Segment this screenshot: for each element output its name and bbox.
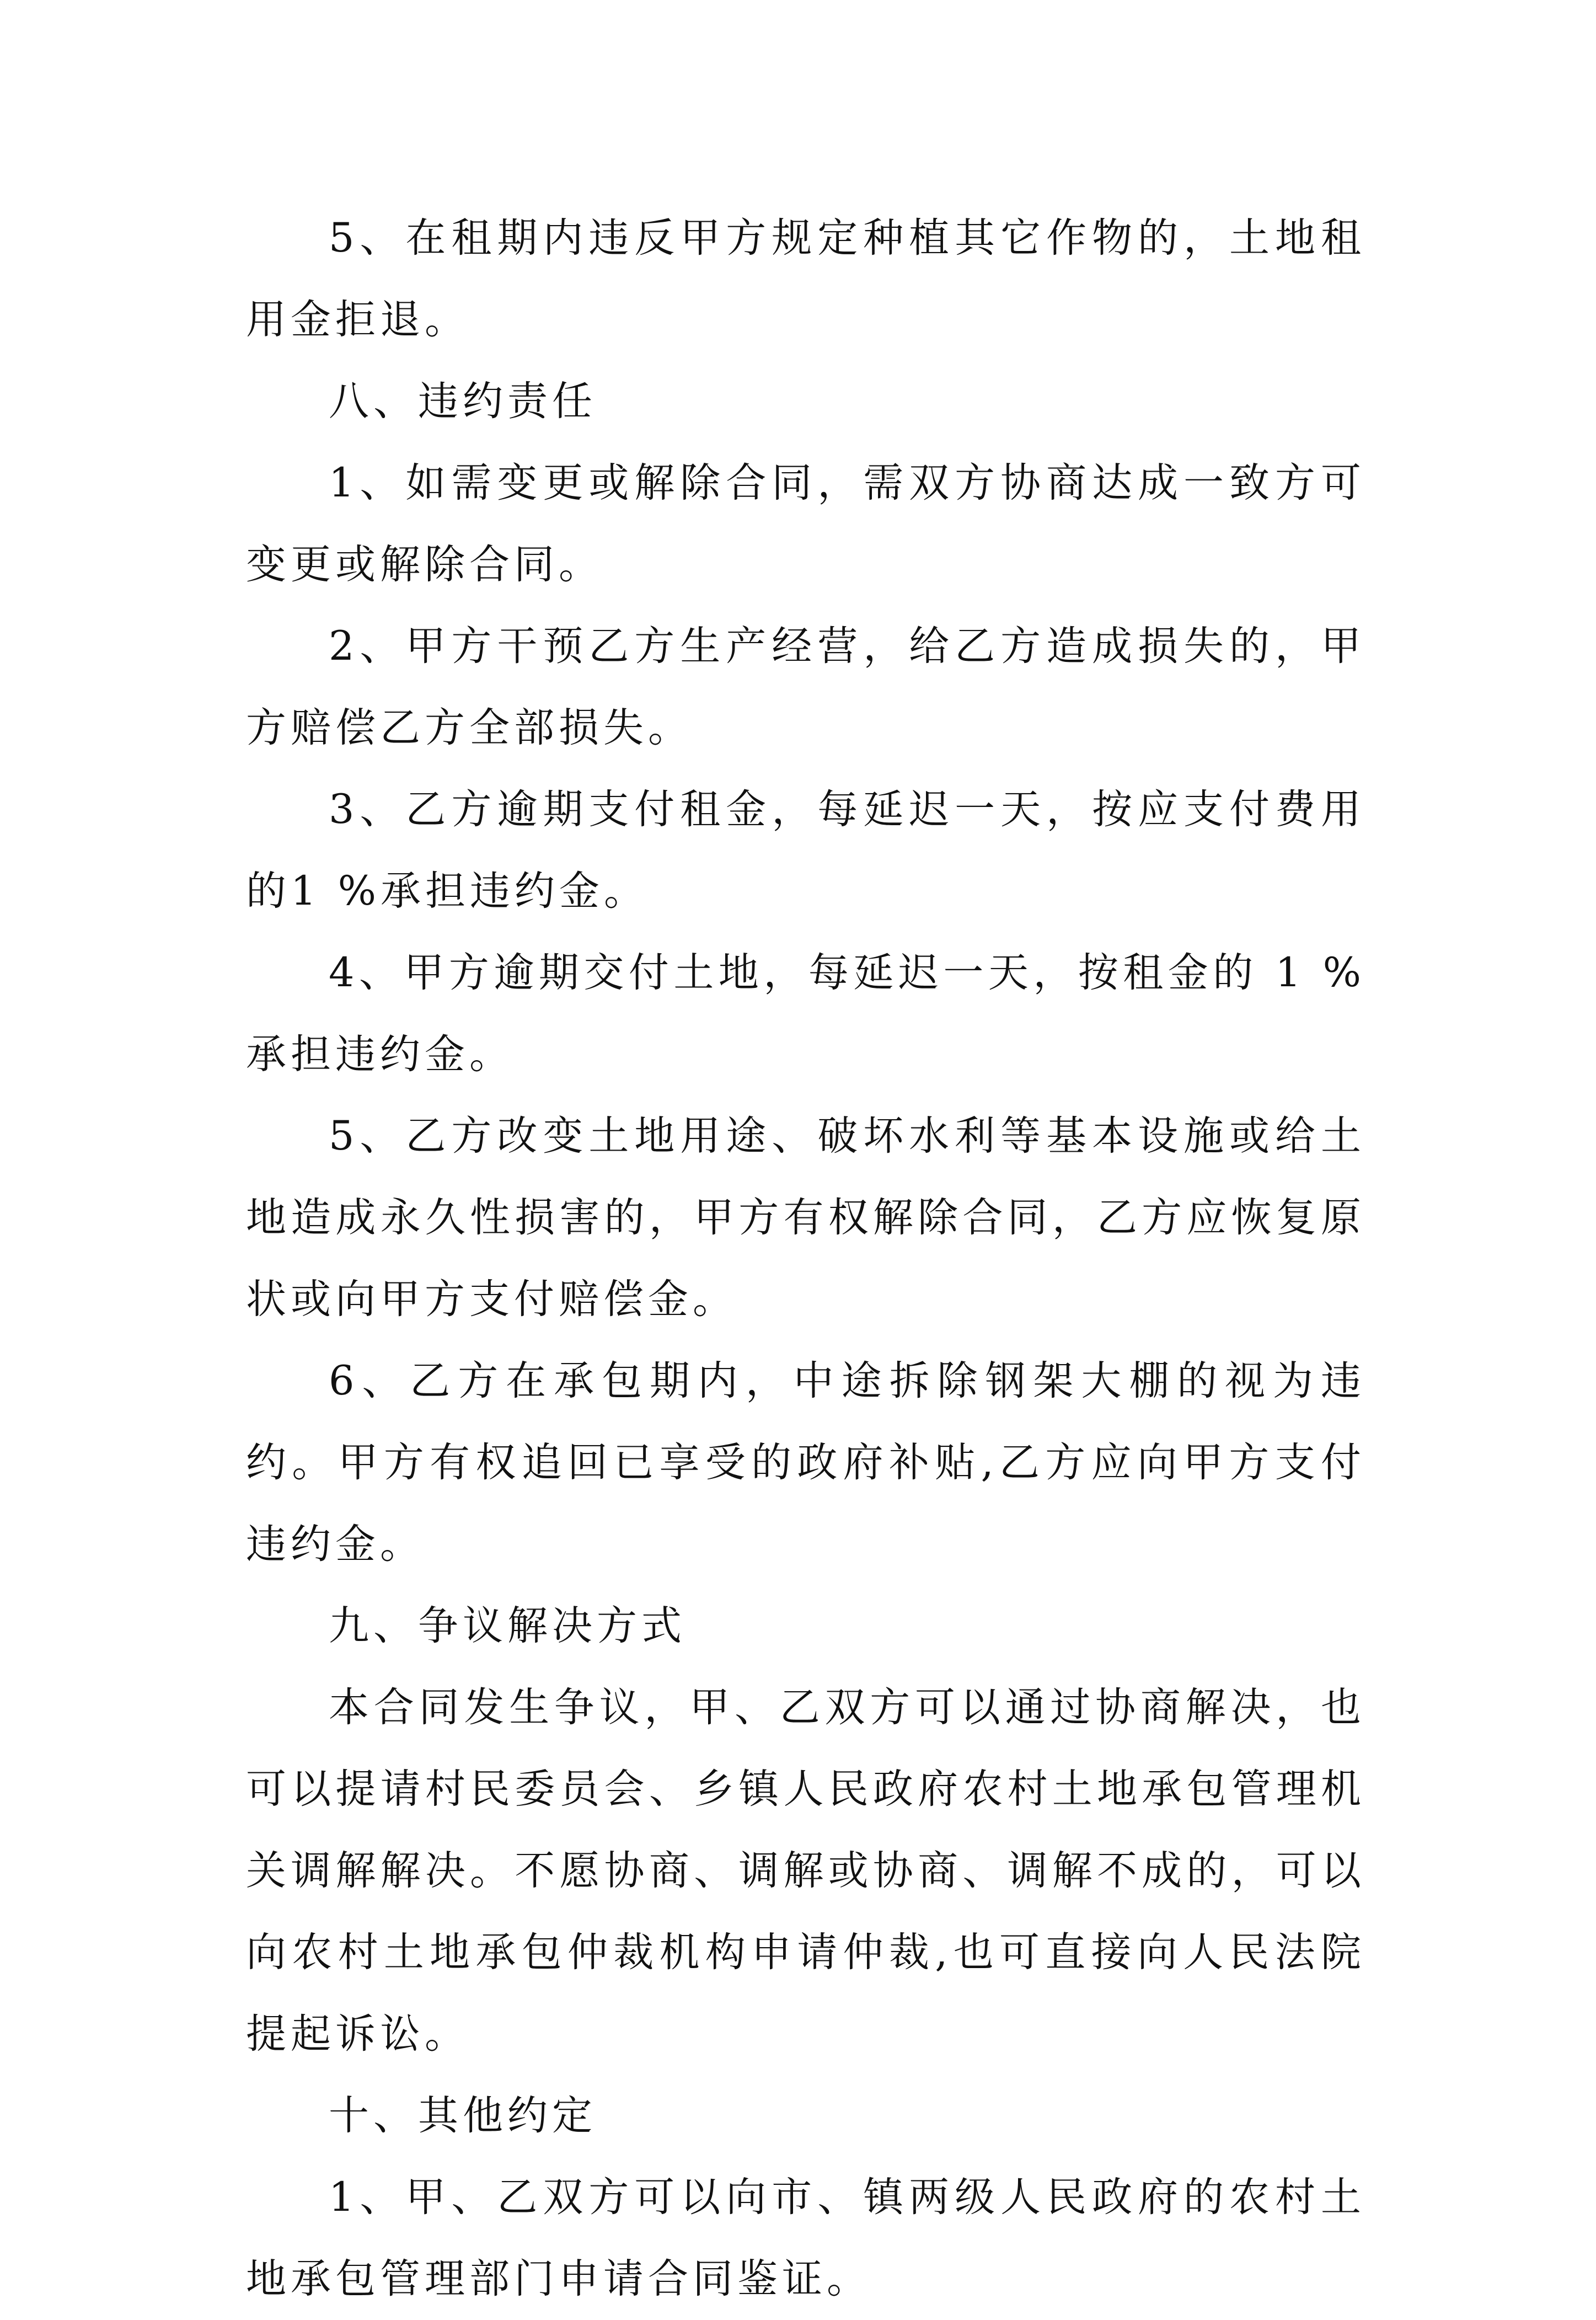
section-8-heading: 八、违约责任 xyxy=(329,378,597,425)
section-10-heading: 十、其他约定 xyxy=(329,2092,597,2139)
clause-8-1-paragraph: 1、如需变更或解除合同，需双方协商达成一致方可变更或解除合同。 xyxy=(246,459,1365,588)
section-9-heading: 九、争议解决方式 xyxy=(329,1602,686,1649)
dispute-resolution-paragraph: 本合同发生争议，甲、乙双方可以通过协商解决，也可以提请村民委员会、乡镇人民政府农村土地承包管理机关调解解决。不愿协商、调解或协商、调解不成的，可以向农村土地承包仲裁机构申请仲裁,也可直接向人民法院提起诉讼。 xyxy=(246,1684,1365,2057)
document-body xyxy=(246,197,1365,2320)
clause-8-4-paragraph: 4、甲方逾期交付土地，每延迟一天，按租金的 1 %承担违约金。 xyxy=(246,949,1365,1078)
clause-7-5-paragraph: 5、在租期内违反甲方规定种植其它作物的，土地租用金拒退。 xyxy=(246,215,1365,343)
clause-10-1-paragraph: 1、甲、乙双方可以向市、镇两级人民政府的农村土地承包管理部门申请合同鉴证。 xyxy=(246,2174,1365,2302)
clause-8-6-paragraph: 6、乙方在承包期内，中途拆除钢架大棚的视为违约。甲方有权追回已享受的政府补贴,乙方应向甲方支付违约金。 xyxy=(246,1357,1365,1568)
clause-8-3-paragraph: 3、乙方逾期支付租金，每延迟一天，按应支付费用的1 %承担违约金。 xyxy=(246,786,1365,915)
clause-8-2-paragraph: 2、甲方干预乙方生产经营，给乙方造成损失的，甲方赔偿乙方全部损失。 xyxy=(246,623,1365,751)
clause-8-5-paragraph: 5、乙方改变土地用途、破坏水利等基本设施或给土地造成永久性损害的，甲方有权解除合同，乙方应恢复原状或向甲方支付赔偿金。 xyxy=(246,1113,1365,1323)
